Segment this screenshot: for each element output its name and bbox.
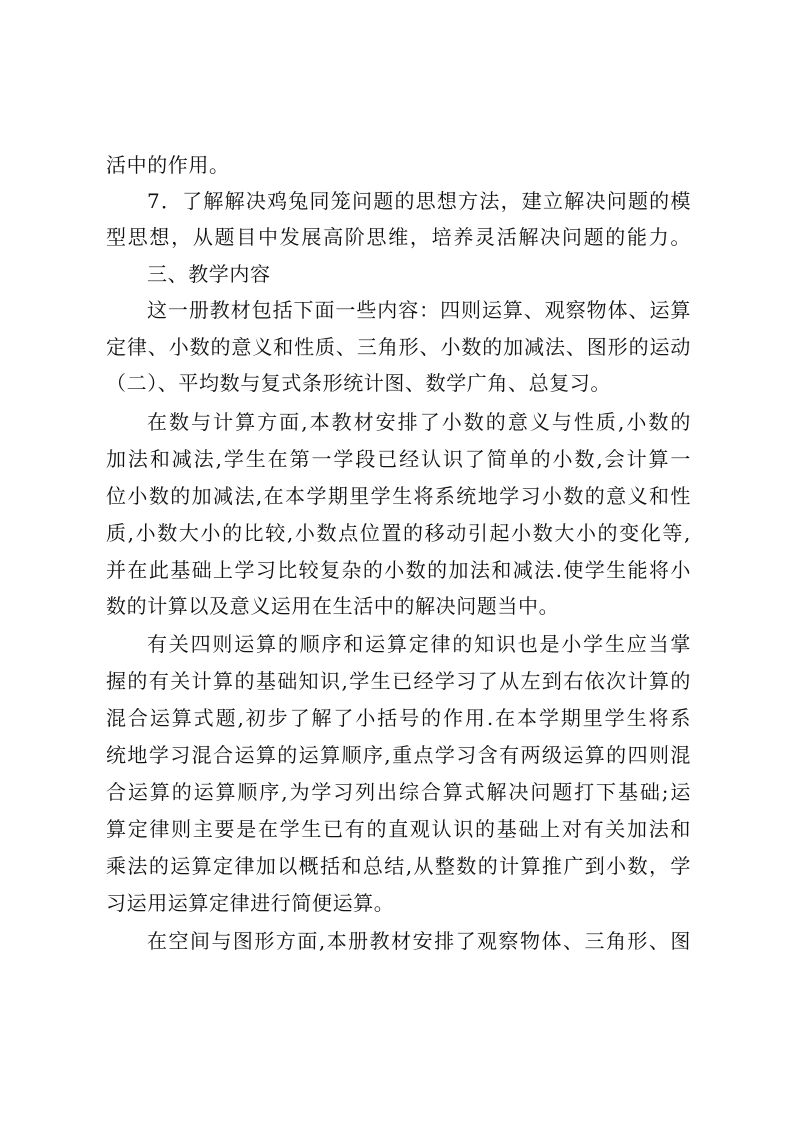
text-line: 在空间与图形方面,本册教材安排了观察物体、三角形、图 (147, 929, 691, 953)
text-line: 握的有关计算的基础知识,学生已经学习了从左到右依次计算的 (106, 669, 691, 693)
text-line: 混合运算式题,初步了解了小括号的作用.在本学期里学生将系 (106, 706, 691, 730)
text-line: 在数与计算方面,本教材安排了小数的意义与性质,小数的 (147, 410, 691, 434)
text-line: 活中的作用。 (106, 153, 230, 177)
text-line: 合运算的运算顺序,为学习列出综合算式解决问题打下基础;运 (106, 780, 691, 804)
text-line: 质,小数大小的比较,小数点位置的移动引起小数大小的变化等, (106, 521, 691, 545)
text-line: 有关四则运算的顺序和运算定律的知识也是小学生应当掌 (147, 632, 691, 656)
text-line: （二）、平均数与复式条形统计图、数学广角、总复习。 (106, 371, 611, 395)
text-line: 数的计算以及意义运用在生活中的解决问题当中。 (106, 594, 560, 618)
text-line: 位小数的加减法,在本学期里学生将系统地学习小数的意义和性 (106, 484, 691, 508)
text-line: 习运用运算定律进行简便运算。 (106, 891, 395, 915)
section-heading: 三、教学内容 (147, 262, 271, 286)
text-line: 统地学习混合运算的运算顺序,重点学习含有两级运算的四则混 (106, 743, 691, 767)
text-line: 这一册教材包括下面一些内容：四则运算、观察物体、运算 (147, 298, 691, 322)
text-line: 乘法的运算定律加以概括和总结,从整数的计算推广到小数，学 (106, 854, 691, 878)
text-line: 定律、小数的意义和性质、三角形、小数的加减法、图形的运动 (106, 335, 691, 359)
text-line: 7．了解解决鸡兔同笼问题的思想方法，建立解决问题的模 (147, 189, 691, 213)
text-line: 加法和减法,学生在第一学段已经认识了简单的小数,会计算一 (106, 447, 691, 471)
text-line: 算定律则主要是在学生已有的直观认识的基础上对有关加法和 (106, 817, 691, 841)
text-line: 并在此基础上学习比较复杂的小数的加法和减法.使学生能将小 (106, 558, 691, 582)
text-line: 型思想，从题目中发展高阶思维，培养灵活解决问题的能力。 (106, 225, 691, 249)
